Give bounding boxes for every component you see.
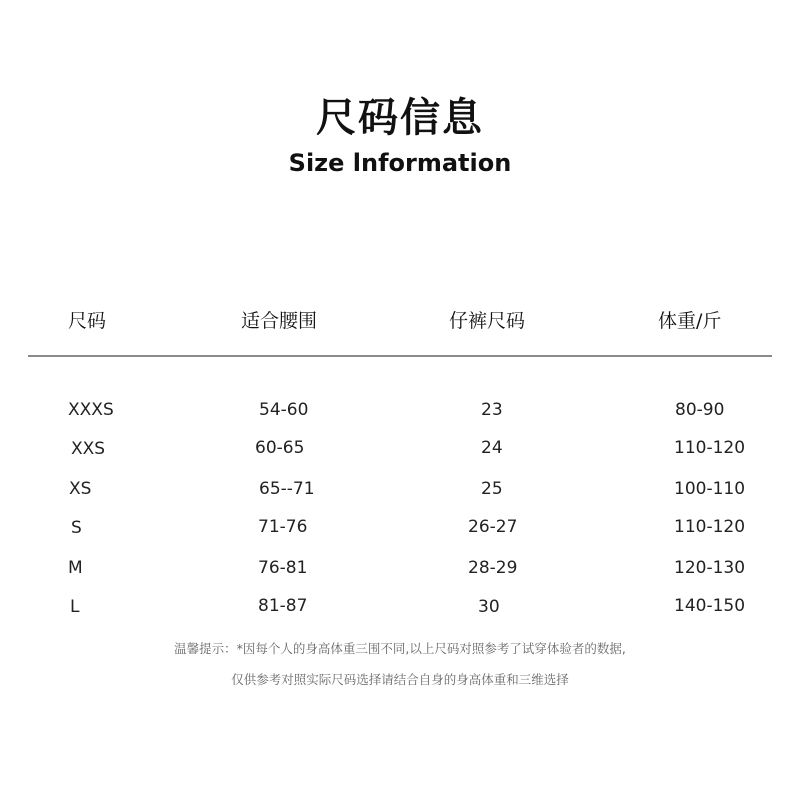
cell-size: XS (69, 479, 92, 499)
cell-jeans: 26-27 (468, 517, 518, 537)
cell-waist: 60-65 (255, 438, 305, 458)
cell-jeans: 30 (478, 597, 500, 617)
cell-jeans: 28-29 (468, 558, 518, 578)
cell-jeans: 23 (481, 400, 503, 420)
table-header-size: 尺码 (68, 310, 107, 332)
cell-weight: 80-90 (675, 400, 725, 420)
table-header-jeans: 仔裤尺码 (449, 310, 526, 332)
cell-weight: 110-120 (674, 438, 746, 458)
cell-waist: 65--71 (259, 479, 315, 499)
cell-waist: 81-87 (258, 596, 308, 616)
cell-waist: 54-60 (259, 400, 309, 420)
cell-weight: 110-120 (674, 517, 746, 537)
cell-size: M (68, 558, 83, 578)
footnote-line-2: 仅供参考对照实际尺码选择请结合自身的身高体重和三维选择 (231, 672, 569, 687)
page-subtitle: Size lnformation (288, 149, 512, 177)
cell-waist: 71-76 (258, 517, 308, 537)
cell-weight: 140-150 (674, 596, 746, 616)
table-header-weight: 体重/斤 (658, 310, 722, 332)
cell-size: S (71, 518, 82, 538)
cell-jeans: 25 (481, 479, 503, 499)
cell-weight: 100-110 (674, 479, 746, 499)
cell-weight: 120-130 (674, 558, 746, 578)
cell-waist: 76-81 (258, 558, 308, 578)
cell-size: XXS (71, 439, 106, 459)
footnote-line-1: 温馨提示：*因每个人的身高体重三围不同,以上尺码对照参考了试穿体验者的数据, (174, 641, 626, 656)
header-divider (28, 355, 772, 357)
table-header-waist: 适合腰围 (241, 310, 318, 332)
cell-size: XXXS (68, 400, 114, 420)
cell-size: L (70, 597, 80, 617)
page-title: 尺码信息 (316, 95, 484, 141)
cell-jeans: 24 (481, 438, 503, 458)
